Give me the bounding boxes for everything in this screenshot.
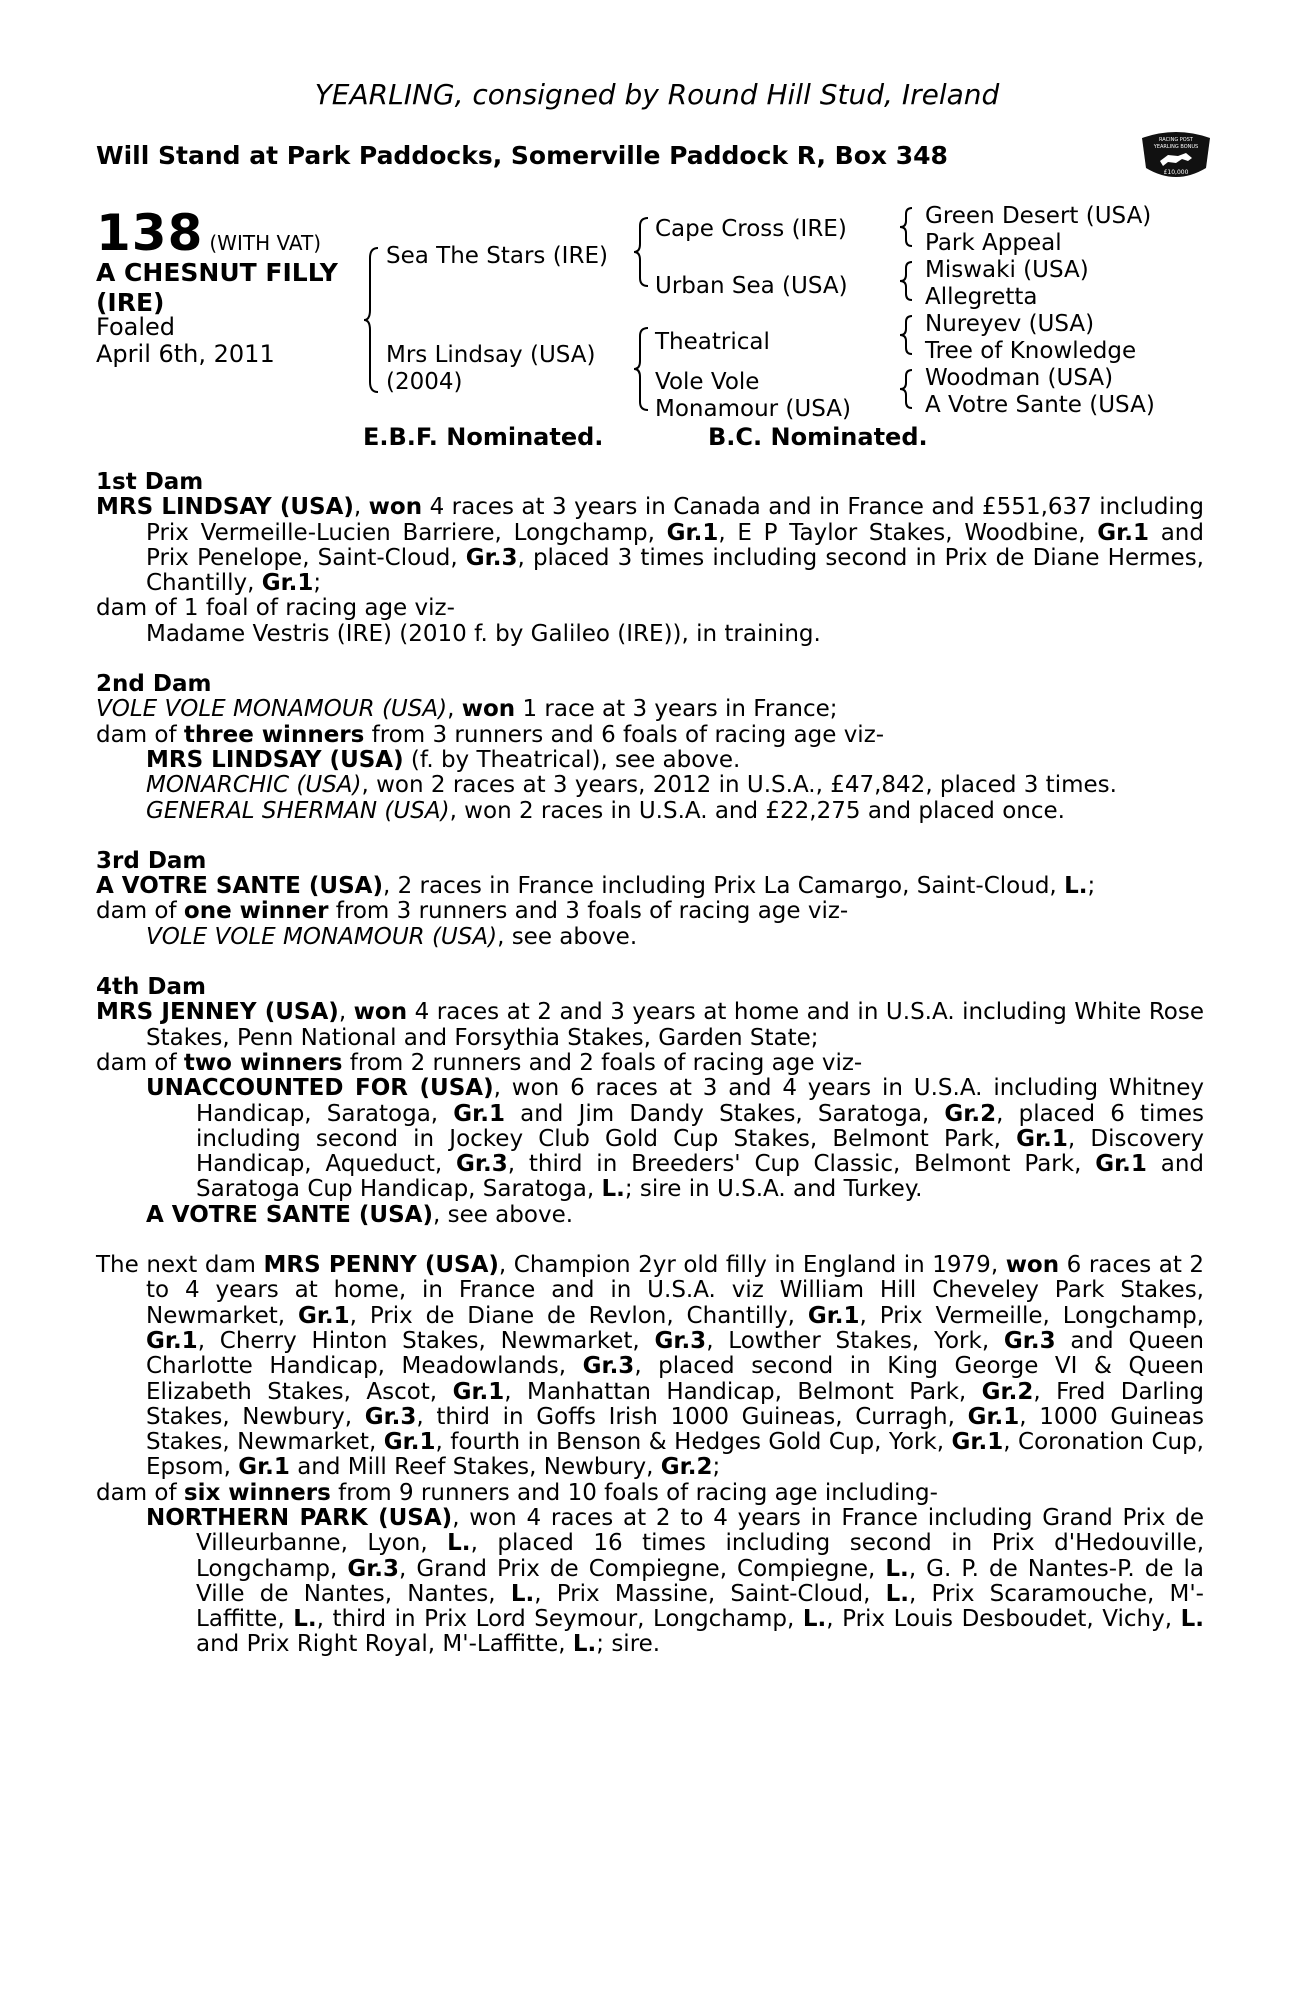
fourth-dam-produce-item: UNACCOUNTED FOR (USA), won 6 races at 3 and 4 years in U.S.A. including Whitney Handicap, Saratoga, Gr.1 and Jim Dandy Stakes, Saratoga, Gr.2, placed 6 times including second in Jockey Club Gold Cup Stakes, Belmont Park, Gr.1, Discovery Handicap, Aqueduct, Gr.3, third in Breeders' Cup Classic, Belmont Park, Gr.1 and Saratoga Cup Handicap, Saratoga, L.; sire in U.S.A. and Turkey. [146, 1075, 1204, 1203]
fourth-dam-produce-intro: dam of two winners from 2 runners and 2 foals of racing age viz- [96, 1049, 863, 1076]
next-dam-produce-item: NORTHERN PARK (USA), won 4 races at 2 to 4 years in France including Grand Prix de Villeurbanne, Lyon, L., placed 16 times including second in Prix d'Hedouville, Longchamp, Gr.3, Grand Prix de Compiegne, Compiegne, L., G. P. de Nantes-P. de la Ville de Nantes, Nantes, L., Prix Massine, Saint-Cloud, L., Prix Scaramouche, M'-Laffitte, L., third in Prix Lord Seymour, Longchamp, L., Prix Louis Desboudet, Vichy, L. and Prix Right Royal, M'-Laffitte, L.; sire. [146, 1504, 1205, 1658]
foaled-date: April 6th, 2011 [96, 340, 275, 368]
pedigree-ssd: Park Appeal [925, 230, 1062, 256]
pedigree-brace-sd [898, 260, 914, 302]
vat-note: (WITH VAT) [209, 231, 322, 255]
third-dam-heading: 3rd Dam [96, 847, 207, 874]
stand-location: Will Stand at Park Paddocks, Somerville Paddock R, Box 348 [96, 141, 948, 170]
racing-post-bonus-logo [1138, 128, 1214, 184]
fourth-dam-produce-item: A VOTRE SANTE (USA), see above. [146, 1201, 574, 1228]
pedigree-dam-dam-2: Monamour (USA) [655, 396, 851, 422]
first-dam-produce-intro: dam of 1 foal of racing age viz- [96, 595, 455, 622]
second-dam-section [96, 672, 1204, 824]
consignor-line: YEARLING, consigned by Round Hill Stud, Ireland [314, 78, 1000, 111]
third-dam-record: A VOTRE SANTE (USA), 2 races in France including Prix La Camargo, Saint-Cloud, L.; [96, 873, 1096, 900]
second-dam-produce-intro: dam of three winners from 3 runners and 6 foals of racing age viz- [96, 721, 885, 748]
second-dam-produce-item: MRS LINDSAY (USA) (f. by Theatrical), see above. [146, 746, 741, 773]
pedigree-sire-sire: Cape Cross (IRE) [655, 216, 847, 242]
third-dam-section [96, 849, 1204, 950]
lot-name [96, 258, 338, 318]
pedigree-dds: Woodman (USA) [925, 365, 1114, 391]
pedigree-dam-dam: Vole Vole [655, 369, 760, 395]
first-dam-section [96, 470, 1204, 647]
pedigree-dsd: Tree of Knowledge [925, 338, 1137, 364]
fourth-dam-record: MRS JENNEY (USA), won 4 races at 2 and 3 years at home and in U.S.A. including White Rose Stakes, Penn National and Forsythia Stakes, Garden State; [96, 999, 1204, 1051]
lot-name-line1: A CHESNUT FILLY [96, 258, 338, 287]
pedigree-dam-year: (2004) [386, 369, 463, 395]
third-dam-produce-item: VOLE VOLE MONAMOUR (USA), see above. [146, 923, 638, 950]
pedigree-ddd: A Votre Sante (USA) [925, 392, 1155, 418]
pedigree-dam-sire: Theatrical [655, 329, 770, 355]
pedigree-dss: Nureyev (USA) [925, 311, 1095, 337]
lot-heading [96, 204, 321, 262]
logo-text-bottom: £10,000 [1163, 169, 1189, 176]
lot-number: 138 [96, 204, 204, 262]
pedigree-brace-ss [898, 206, 914, 248]
foaled-info [96, 314, 275, 368]
first-dam-record: MRS LINDSAY (USA), won 4 races at 3 years in Canada and in France and £551,637 including Prix Vermeille-Lucien Barriere, Longchamp, Gr.1, E P Taylor Stakes, Woodbine, Gr.1 and Prix Penelope, Saint-Cloud, Gr.3, placed 3 times including second in Prix de Diane Hermes, Chantilly, Gr.1; [96, 494, 1204, 597]
second-dam-produce-item: GENERAL SHERMAN (USA), won 2 races in U.S.A. and £22,275 and placed once. [146, 797, 1065, 824]
bc-nominated: B.C. Nominated. [708, 423, 928, 451]
logo-text-mid: YEARLING BONUS [1153, 144, 1199, 150]
first-dam-heading: 1st Dam [96, 469, 204, 495]
next-dam-produce-intro: dam of six winners from 9 runners and 10 foals of racing age including- [96, 1479, 938, 1506]
third-dam-produce-intro: dam of one winner from 3 runners and 3 foals of racing age viz- [96, 898, 849, 925]
pedigree-sss: Green Desert (USA) [925, 203, 1152, 229]
next-dam-section [96, 1253, 1204, 1658]
fourth-dam-heading: 4th Dam [96, 974, 206, 1001]
second-dam-produce-item: MONARCHIC (USA), won 2 races at 3 years, 2012 in U.S.A., £47,842, placed 3 times. [146, 772, 1117, 799]
second-dam-record: VOLE VOLE MONAMOUR (USA), won 1 race at 3 years in France; [96, 696, 838, 723]
fourth-dam-section [96, 975, 1204, 1228]
pedigree-sds: Miswaki (USA) [925, 257, 1089, 283]
pedigree-dam: Mrs Lindsay (USA) [386, 342, 596, 368]
pedigree-brace-dam [632, 326, 650, 412]
lot-name-line2: (IRE) [96, 288, 165, 317]
first-dam-produce-item: Madame Vestris (IRE) (2010 f. by Galileo (IRE)), in training. [146, 620, 821, 647]
second-dam-heading: 2nd Dam [96, 671, 212, 698]
pedigree-brace-ds [898, 314, 914, 356]
dam-details [96, 470, 1204, 1683]
pedigree-brace-dd [898, 368, 914, 410]
pedigree-brace-main [362, 246, 380, 394]
pedigree-brace-sire [632, 216, 650, 288]
pedigree-sire-dam: Urban Sea (USA) [655, 273, 848, 299]
next-dam-record: The next dam MRS PENNY (USA), Champion 2yr old filly in England in 1979, won 6 races at 2 to 4 years at home, in France and in U.S.A. viz William Hill Cheveley Park Stakes, Newmarket, Gr.1, Prix de Diane de Revlon, Chantilly, Gr.1, Prix Vermeille, Longchamp, Gr.1, Cherry Hinton Stakes, Newmarket, Gr.3, Lowther Stakes, York, Gr.3 and Queen Charlotte Handicap, Meadowlands, Gr.3, placed second in King George VI & Queen Elizabeth Stakes, Ascot, Gr.1, Manhattan Handicap, Belmont Park, Gr.2, Fred Darling Stakes, Newbury, Gr.3, third in Goffs Irish 1000 Guineas, Curragh, Gr.1, 1000 Guineas Stakes, Newmarket, Gr.1, fourth in Benson & Hedges Gold Cup, York, Gr.1, Coronation Cup, Epsom, Gr.1 and Mill Reef Stakes, Newbury, Gr.2; [96, 1252, 1205, 1481]
foaled-label: Foaled [96, 313, 176, 341]
logo-text-top: RACING POST [1159, 137, 1193, 143]
pedigree-sdd: Allegretta [925, 284, 1038, 310]
pedigree-sire: Sea The Stars (IRE) [386, 243, 608, 269]
ebf-nominated: E.B.F. Nominated. [363, 423, 604, 451]
